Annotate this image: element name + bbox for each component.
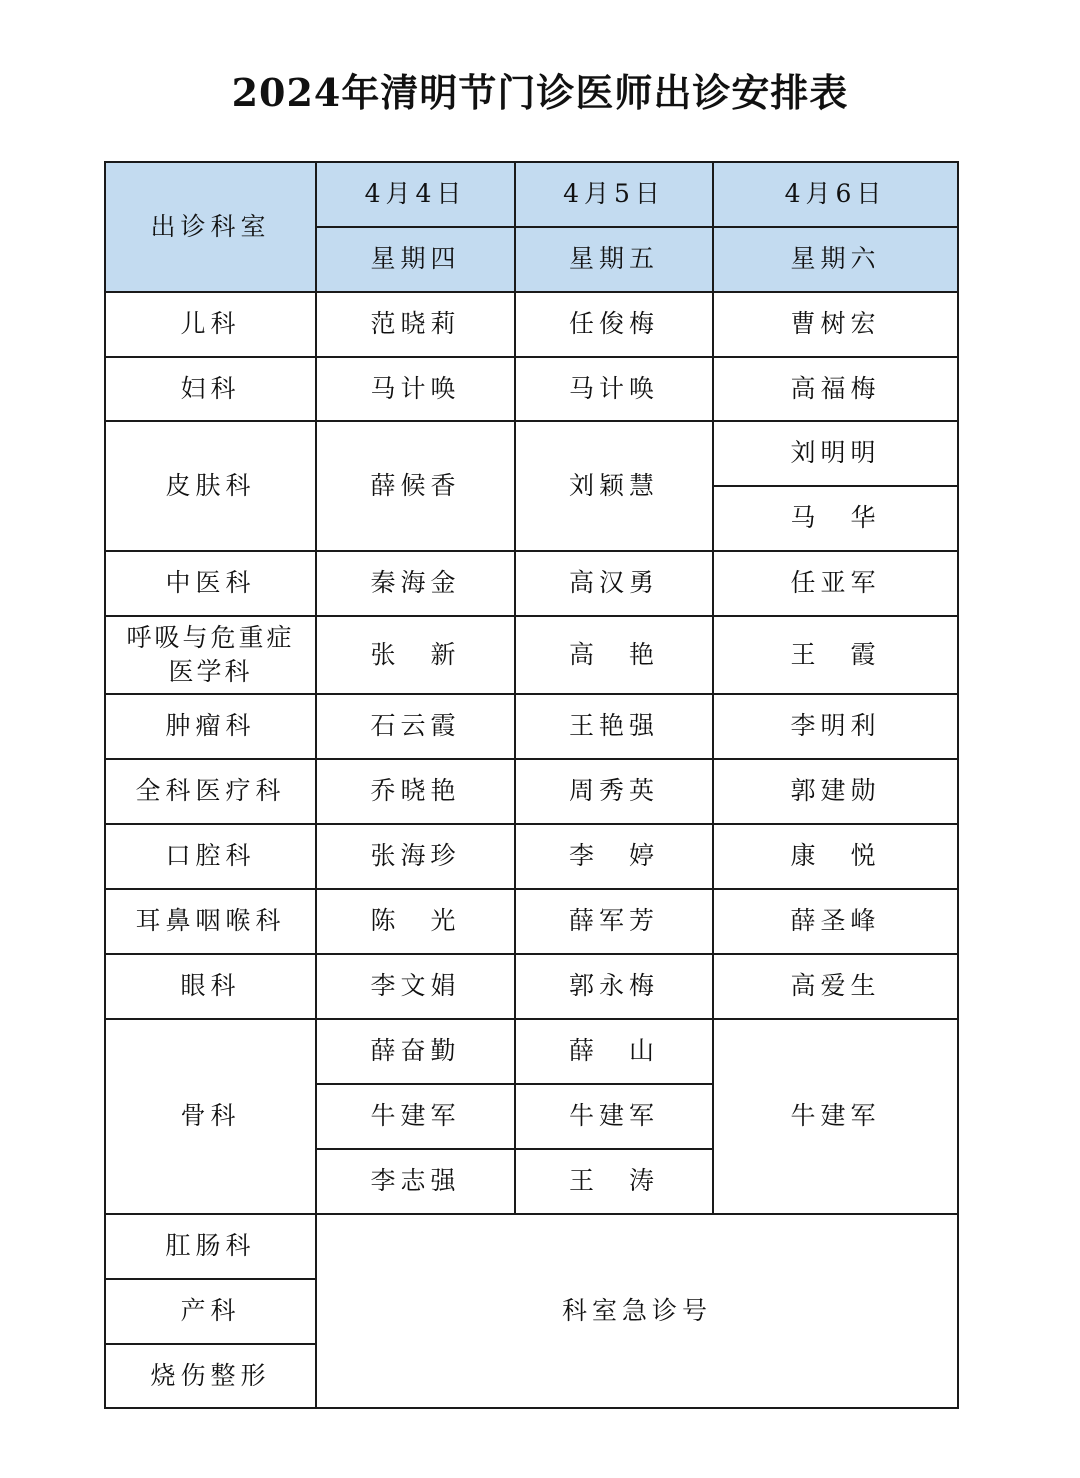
doctor-cell: 马计唤 [316,357,515,421]
doctor-cell: 任亚军 [713,551,958,616]
doctor-cell: 王 涛 [515,1149,713,1214]
emergency-note-cell: 科室急诊号 [316,1214,958,1408]
table-row [105,551,958,616]
dept-cell: 产科 [105,1279,316,1344]
doctor-cell: 王艳强 [515,694,713,759]
doctor-cell: 牛建军 [713,1019,958,1214]
weekday-header: 星期四 [316,227,515,292]
doctor-cell: 薛圣峰 [713,889,958,954]
doctor-cell: 牛建军 [316,1084,515,1149]
doctor-cell: 郭永梅 [515,954,713,1019]
schedule-table [104,161,959,1409]
table-row [105,694,958,759]
date-header: 4月5日 [515,162,713,227]
dept-cell: 呼吸与危重症医学科 [105,616,316,694]
weekday-header: 星期五 [515,227,713,292]
dept-cell: 骨科 [105,1019,316,1214]
dept-header: 出诊科室 [105,162,316,292]
doctor-cell: 薛 山 [515,1019,713,1084]
doctor-cell: 任俊梅 [515,292,713,357]
doctor-cell: 高爱生 [713,954,958,1019]
doctor-cell: 石云霞 [316,694,515,759]
table-row [105,1019,958,1084]
table-row [105,292,958,357]
dept-cell: 全科医疗科 [105,759,316,824]
doctor-cell: 乔晓艳 [316,759,515,824]
doctor-cell: 牛建军 [515,1084,713,1149]
doctor-cell: 高汉勇 [515,551,713,616]
doctor-cell: 马计唤 [515,357,713,421]
doctor-cell: 马 华 [713,486,958,551]
doctor-cell: 薛军芳 [515,889,713,954]
doctor-cell: 张海珍 [316,824,515,889]
doctor-cell: 薛候香 [316,421,515,551]
dept-cell: 皮肤科 [105,421,316,551]
doctor-cell: 陈 光 [316,889,515,954]
date-header: 4月4日 [316,162,515,227]
doctor-cell: 张 新 [316,616,515,694]
doctor-cell: 王 霞 [713,616,958,694]
dept-cell: 眼科 [105,954,316,1019]
doctor-cell: 李明利 [713,694,958,759]
doctor-cell: 高 艳 [515,616,713,694]
table-row [105,421,958,486]
doctor-cell: 曹树宏 [713,292,958,357]
doctor-cell: 高福梅 [713,357,958,421]
dept-cell: 口腔科 [105,824,316,889]
table-row [105,357,958,421]
table-row [105,889,958,954]
page-title: 2024年清明节门诊医师出诊安排表 [231,70,849,115]
date-header: 4月6日 [713,162,958,227]
table-row [105,759,958,824]
table-row [105,824,958,889]
dept-cell: 肿瘤科 [105,694,316,759]
doctor-cell: 范晓莉 [316,292,515,357]
dept-cell: 肛肠科 [105,1214,316,1279]
doctor-cell: 刘颖慧 [515,421,713,551]
table-row [105,954,958,1019]
table-row [105,1214,958,1279]
dept-cell: 烧伤整形 [105,1344,316,1408]
weekday-header: 星期六 [713,227,958,292]
header-row-dates [105,162,958,227]
doctor-cell: 秦海金 [316,551,515,616]
dept-cell: 儿科 [105,292,316,357]
doctor-cell: 郭建勋 [713,759,958,824]
doctor-cell: 周秀英 [515,759,713,824]
doctor-cell: 李文娟 [316,954,515,1019]
doctor-cell: 刘明明 [713,421,958,486]
doctor-cell: 薛奋勤 [316,1019,515,1084]
table-row [105,616,958,694]
dept-cell: 妇科 [105,357,316,421]
doctor-cell: 康 悦 [713,824,958,889]
doctor-cell: 李 婷 [515,824,713,889]
dept-cell: 中医科 [105,551,316,616]
dept-cell: 耳鼻咽喉科 [105,889,316,954]
doctor-cell: 李志强 [316,1149,515,1214]
